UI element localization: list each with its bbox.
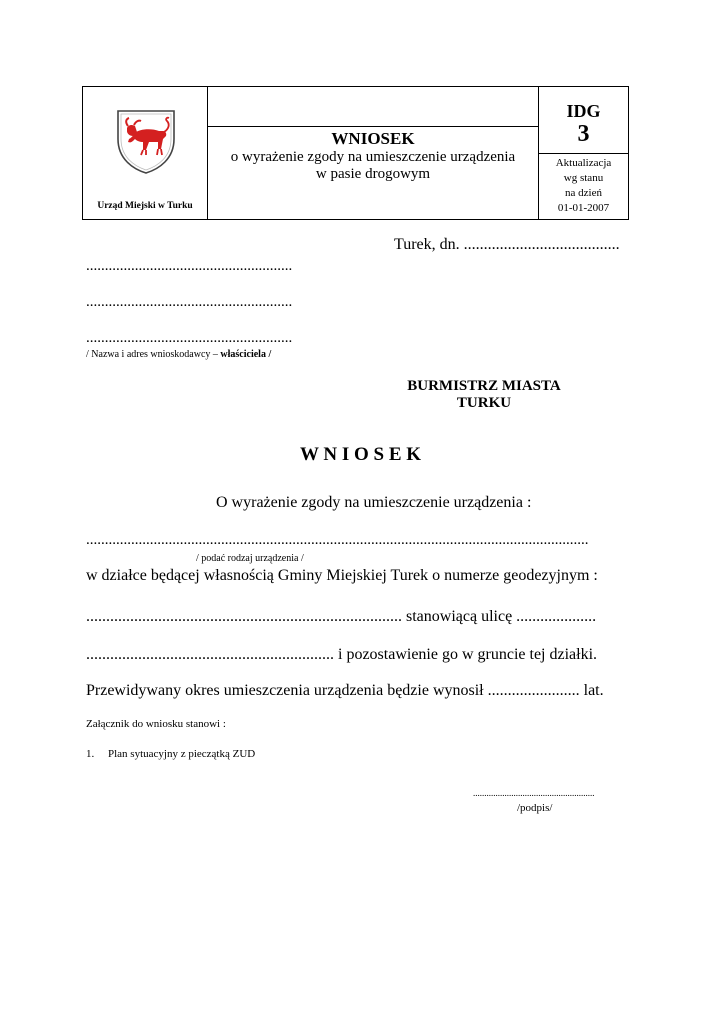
signature-label: /podpis/ [517,802,553,814]
update-date: 01-01-2007 [557,202,610,214]
form-code: IDG [566,101,601,121]
place-date-field[interactable]: Turek, dn. ....................................... [394,236,620,253]
form-subtitle-line1: o wyrażenie zgody na umieszczenie urządzenia [230,149,516,165]
form-subtitle-line2: w pasie drogowym [315,166,431,182]
applicant-caption [86,349,271,360]
period-line[interactable]: Przewidywany okres umieszczenia urządzenia będzie wynosił ....................... lat. [86,682,604,699]
device-type-field[interactable]: ...................................................................................................................................... [86,532,589,548]
attachment-item: Plan sytuacyjny z pieczątką ZUD [108,748,256,760]
leave-line[interactable]: .............................................................. i pozostawienie go w gruncie tej działki. [86,646,598,663]
update-label: na dzień [565,187,602,199]
street-line[interactable]: ............................................................................... stanowiącą ulicę .................... [86,608,597,625]
addressee-line-1: BURMISTRZ MIASTA [407,378,561,394]
header-title-block [208,127,538,183]
body-intro: O wyrażenie zgody na umieszczenie urządzenia : [216,494,532,511]
attachment-title: Załącznik do wniosku stanowi : [86,718,226,730]
form-code-block [539,101,628,147]
update-info [539,156,628,216]
plot-line: w działce będącej własnością Gminy Miejskiej Turek o numerze geodezyjnym : [86,567,598,584]
applicant-caption-bold: właściciela / [220,349,272,360]
device-caption: / podać rodzaj urządzenia / [196,553,304,564]
update-label: Aktualizacja [555,157,612,169]
signature-field[interactable]: ...................................................... [473,788,595,798]
divider [538,153,628,154]
body-heading: W N I O S E K [300,444,422,465]
header-table [82,86,629,220]
office-name: Urząd Miejski w Turku [97,201,193,211]
addressee-line-2: TURKU [456,395,512,411]
applicant-caption-text: / Nazwa i adres wnioskodawcy – [86,349,221,360]
applicant-line-3[interactable]: ....................................................... [86,330,293,346]
addressee [396,378,572,412]
coat-of-arms-bull-icon [115,109,177,175]
attachment-number: 1. [86,748,95,760]
form-title: WNIOSEK [331,129,415,148]
form-number: 3 [577,121,590,147]
applicant-line-2[interactable]: ....................................................... [86,294,293,310]
update-label: wg stanu [563,172,604,184]
applicant-line-1[interactable]: ....................................................... [86,258,293,274]
